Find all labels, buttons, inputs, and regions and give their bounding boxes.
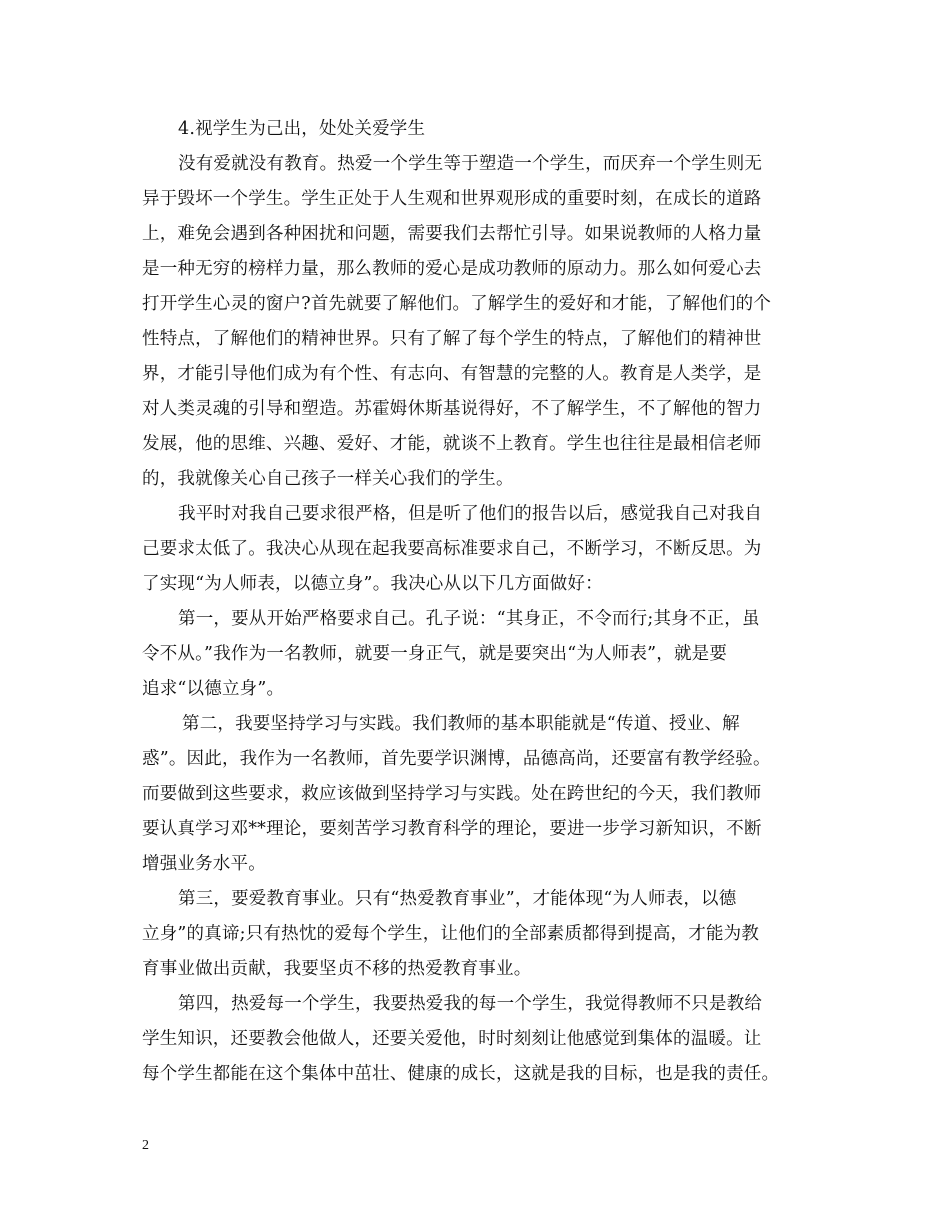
paragraph-line: 追求“以德立身”。 bbox=[142, 679, 285, 699]
paragraph-line: 性特点，了解他们的精神世界。只有了解了每个学生的特点，了解他们的精神世 bbox=[142, 329, 762, 349]
paragraph-line: 没有爱就没有教育。热爱一个学生等于塑造一个学生，而厌弃一个学生则无 bbox=[178, 154, 763, 174]
paragraph-line: 育事业做出贡献，我要坚贞不移的热爱教育事业。 bbox=[142, 959, 532, 979]
paragraph-line: 学生知识，还要教会他做人，还要关爱他，时时刻刻让他感觉到集体的温暖。让 bbox=[142, 1029, 762, 1049]
paragraph-line: 了实现“为人师表，以德立身”。我决心从以下几方面做好： bbox=[142, 574, 603, 594]
paragraph-line: 立身”的真谛;只有热忱的爱每个学生，让他们的全部素质都得到提高，才能为教 bbox=[142, 924, 760, 944]
paragraph-line: 己要求太低了。我决心从现在起我要高标准要求自己，不断学习，不断反思。为 bbox=[142, 539, 762, 559]
paragraph-line: 上，难免会遇到各种困扰和问题，需要我们去帮忙引导。如果说教师的人格力量 bbox=[142, 224, 762, 244]
paragraph-line: 增强业务水平。 bbox=[142, 854, 266, 874]
document-body bbox=[142, 112, 810, 1092]
paragraph-line: 是一种无穷的榜样力量，那么教师的爱心是成功教师的原动力。那么如何爱心去 bbox=[142, 259, 762, 279]
section-heading: 4.视学生为己出，处处关爱学生 bbox=[178, 119, 426, 139]
paragraph-line: 惑”。因此，我作为一名教师，首先要学识渊博，品德高尚，还要富有教学经验。 bbox=[142, 749, 771, 769]
paragraph-4 bbox=[142, 707, 810, 882]
paragraph-line: 令不从。”我作为一名教师，就要一身正气，就是要突出“为人师表”，就是要 bbox=[142, 644, 728, 664]
paragraph-line: 而要做到这些要求，救应该做到坚持学习与实践。处在跨世纪的今天，我们教师 bbox=[142, 784, 762, 804]
paragraph-line: 发展，他的思维、兴趣、爱好、才能，就谈不上教育。学生也往往是最相信老师 bbox=[142, 434, 762, 454]
paragraph-2 bbox=[142, 497, 810, 602]
paragraph-line: 第二，我要坚持学习与实践。我们教师的基本职能就是“传道、授业、解 bbox=[182, 714, 740, 734]
paragraph-line: 第三，要爱教育事业。只有“热爱教育事业”，才能体现“为人师表，以德 bbox=[178, 889, 737, 909]
paragraph-1 bbox=[142, 147, 810, 497]
paragraph-line: 每个学生都能在这个集体中茁壮、健康的成长，这就是我的目标，也是我的责任。 bbox=[142, 1064, 780, 1084]
paragraph-line: 对人类灵魂的引导和塑造。苏霍姆休斯基说得好，不了解学生，不了解他的智力 bbox=[142, 399, 762, 419]
page-number: 2 bbox=[142, 1138, 149, 1153]
paragraph-line: 第四，热爱每一个学生，我要热爱我的每一个学生，我觉得教师不只是教给 bbox=[178, 994, 763, 1014]
paragraph-line: 打开学生心灵的窗户?首先就要了解他们。了解学生的爱好和才能，了解他们的个 bbox=[142, 294, 772, 314]
paragraph-line: 界，才能引导他们成为有个性、有志向、有智慧的完整的人。教育是人类学，是 bbox=[142, 364, 762, 384]
paragraph-line: 我平时对我自己要求很严格，但是听了他们的报告以后，感觉我自己对我自 bbox=[178, 504, 763, 524]
paragraph-3 bbox=[142, 602, 810, 707]
paragraph-6 bbox=[142, 987, 810, 1092]
paragraph-line: 第一，要从开始严格要求自己。孔子说：“其身正，不令而行;其身不正，虽 bbox=[178, 609, 760, 629]
paragraph-line: 的，我就像关心自己孩子一样关心我们的学生。 bbox=[142, 469, 514, 489]
paragraph-line: 异于毁坏一个学生。学生正处于人生观和世界观形成的重要时刻，在成长的道路 bbox=[142, 189, 762, 209]
paragraph-line: 要认真学习邓**理论，要刻苦学习教育科学的理论，要进一步学习新知识，不断 bbox=[142, 819, 762, 839]
paragraph-5 bbox=[142, 882, 810, 987]
